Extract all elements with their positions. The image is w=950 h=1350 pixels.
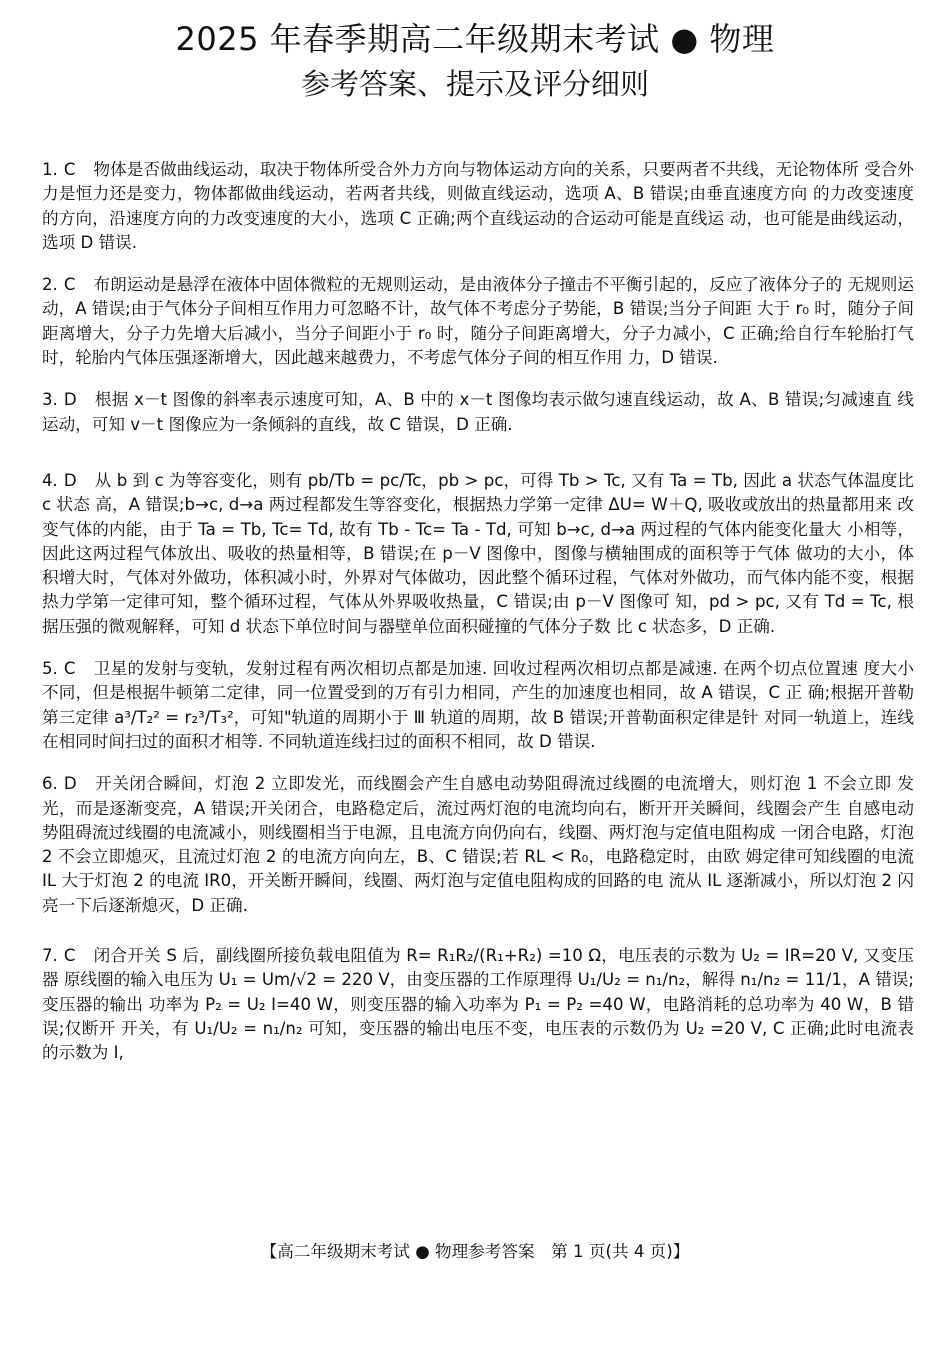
- item-answer: D: [63, 470, 77, 490]
- page-footer: 【高二年级期末考试 ● 物理参考答案 第 1 页(共 4 页)】: [260, 1242, 690, 1261]
- item-answer: C: [63, 275, 76, 295]
- answer-item: [42, 469, 914, 639]
- page-title: 2025 年春季期高二年级期末考试 ● 物理: [175, 20, 775, 58]
- answer-item: [42, 273, 914, 370]
- item-answer: C: [63, 946, 76, 966]
- item-answer: D: [63, 390, 77, 410]
- answer-list: [42, 158, 914, 1084]
- item-answer: C: [63, 160, 76, 179]
- item-number: 3.: [42, 390, 58, 410]
- item-number: 7.: [42, 946, 58, 966]
- item-explanation: 开关闭合瞬间，灯泡 2 立即发光，而线圈会产生自感电动势阻碍流过线圈的电流增大，则灯泡 1 不会立即 发光，而是逐渐变亮，A 错误;开关闭合，电路稳定后，流过两灯泡的电流均向右，断开开关瞬间，线圈会产生 自感电动势阻碍流过线圈的电流减小，则线圈相当于电源，且电流方向仍向右，线圈、两灯泡与定值电阻构成 一闭合电路，灯泡 2 不会立即熄灭，且流过灯泡 2 的电流方向向左，B、C 错误;若 RL < R₀，电路稳定时，由欧 姆定律可知线圈的电流 IL 大于灯泡 2 的电流 IR0，开关断开瞬间，线圈、两灯泡与定值电阻构成的回路的电 流从 IL 逐渐减小，所以灯泡 2 闪亮一下后逐渐熄灭，D 正确.: [42, 774, 914, 915]
- item-answer: D: [63, 774, 77, 794]
- item-explanation: 卫星的发射与变轨，发射过程有两次相切点都是加速. 回收过程两次相切点都是减速. 在两个切点位置速 度大小不同，但是根据牛顿第二定律，同一位置受到的万有引力相同，产生的加速度也相同，故 A 错误，C 正 确;根据开普勒第三定律 a³/T₂² = r₂³/T₃²，可知"轨道的周期小于 Ⅲ 轨道的周期，故 B 错误;开普勒面积定律是针 对同一轨道上，连线在相同时间扫过的面积才相等. 不同轨道连线扫过的面积不相同，故 D 错误.: [42, 659, 914, 751]
- item-explanation: 布朗运动是悬浮在液体中固体微粒的无规则运动，是由液体分子撞击不平衡引起的，反应了液体分子的 无规则运动，A 错误;由于气体分子间相互作用力可忽略不计，故气体不考虑分子势能，B 错误;当分子间距 大于 r₀ 时，随分子间距离增大，分子力先增大后减小，当分子间距小于 r₀ 时，随分子间距离增大，分子力减小，C 正确;给自行车轮胎打气时，轮胎内气体压强逐渐增大，因此越来越费力，不考虑气体分子间的相互作用 力，D 错误.: [42, 275, 914, 368]
- answer-item: [42, 388, 914, 437]
- item-number: 6.: [42, 774, 58, 794]
- item-number: 4.: [42, 470, 58, 490]
- item-number: 2.: [42, 275, 58, 295]
- item-explanation: 根据 x－t 图像的斜率表示速度可知，A、B 中的 x－t 图像均表示做匀速直线运动，故 A、B 错误;匀减速直 线运动，可知 v－t 图像应为一条倾斜的直线，故 C 错误，D 正确.: [42, 390, 914, 434]
- item-number: 1.: [42, 160, 58, 179]
- page-subtitle: 参考答案、提示及评分细则: [300, 67, 649, 101]
- answer-item: [42, 772, 914, 918]
- item-explanation: 物体是否做曲线运动，取决于物体所受合外力方向与物体运动方向的关系，只要两者不共线，无论物体所 受合外力是恒力还是变力，物体都做曲线运动，若两者共线，则做直线运动，选项 A、B 错误;由垂直速度方向 的力改变速度的方向，沿速度方向的力改变速度的大小，选项 C 正确;两个直线运动的合运动可能是直线运 动，也可能是曲线运动，选项 D 错误.: [42, 160, 914, 252]
- item-number: 5.: [42, 659, 58, 679]
- item-explanation: 从 b 到 c 为等容变化，则有 pb/Tb = pc/Tc，pb > pc，可得 Tb > Tc, 又有 Ta = Tb, 因此 a 状态气体温度比 c 状态 高，A 错误;b→c, d→a 两过程都发生等容变化，根据热力学第一定律 ΔU= W＋Q, 吸收或放出的热量都用来 改变气体的内能，由于 Ta = Tb, Tc= Td, 故有 Tb - Tc= Ta - Td, 可知 b→c, d→a 两过程的气体内能变化量大 小相等，因此这两过程气体放出、吸收的热量相等，B 错误;在 p－V 图像中，图像与横轴围成的面积等于气体 做功的大小，体积增大时，气体对外做功，体积减小时，外界对气体做功，因此整个循环过程，气体对外做功，而气体内能不变，根据热力学第一定律可知，整个循环过程，气体从外界吸收热量，C 错误;由 p－V 图像可 知，pd > pc, 又有 Td = Tc, 根据压强的微观解释，可知 d 状态下单位时间与器壁单位面积碰撞的气体分子数 比 c 状态多，D 正确.: [42, 470, 914, 636]
- item-explanation: 闭合开关 S 后，副线圈所接负载电阻值为 R= R₁R₂/(R₁+R₂) =10 Ω，电压表的示数为 U₂ = IR=20 V, 又变压器 原线圈的输入电压为 U₁ = Um/√2 = 220 V，由变压器的工作原理得 U₁/U₂ = n₁/n₂，解得 n₁/n₂ = 11/1，A 错误;变压器的输出 功率为 P₂ = U₂ I=40 W，则变压器的输入功率为 P₁ = P₂ =40 W，电路消耗的总功率为 40 W，B 错误;仅断开 开关，有 U₁/U₂ = n₁/n₂ 可知，变压器的输出电压不变，电压表的示数仍为 U₂ =20 V, C 正确;此时电流表的示数为 I,: [42, 946, 914, 1063]
- item-answer: C: [63, 659, 76, 679]
- answer-item: [42, 944, 914, 1065]
- answer-item: [42, 158, 914, 255]
- answer-item: [42, 657, 914, 754]
